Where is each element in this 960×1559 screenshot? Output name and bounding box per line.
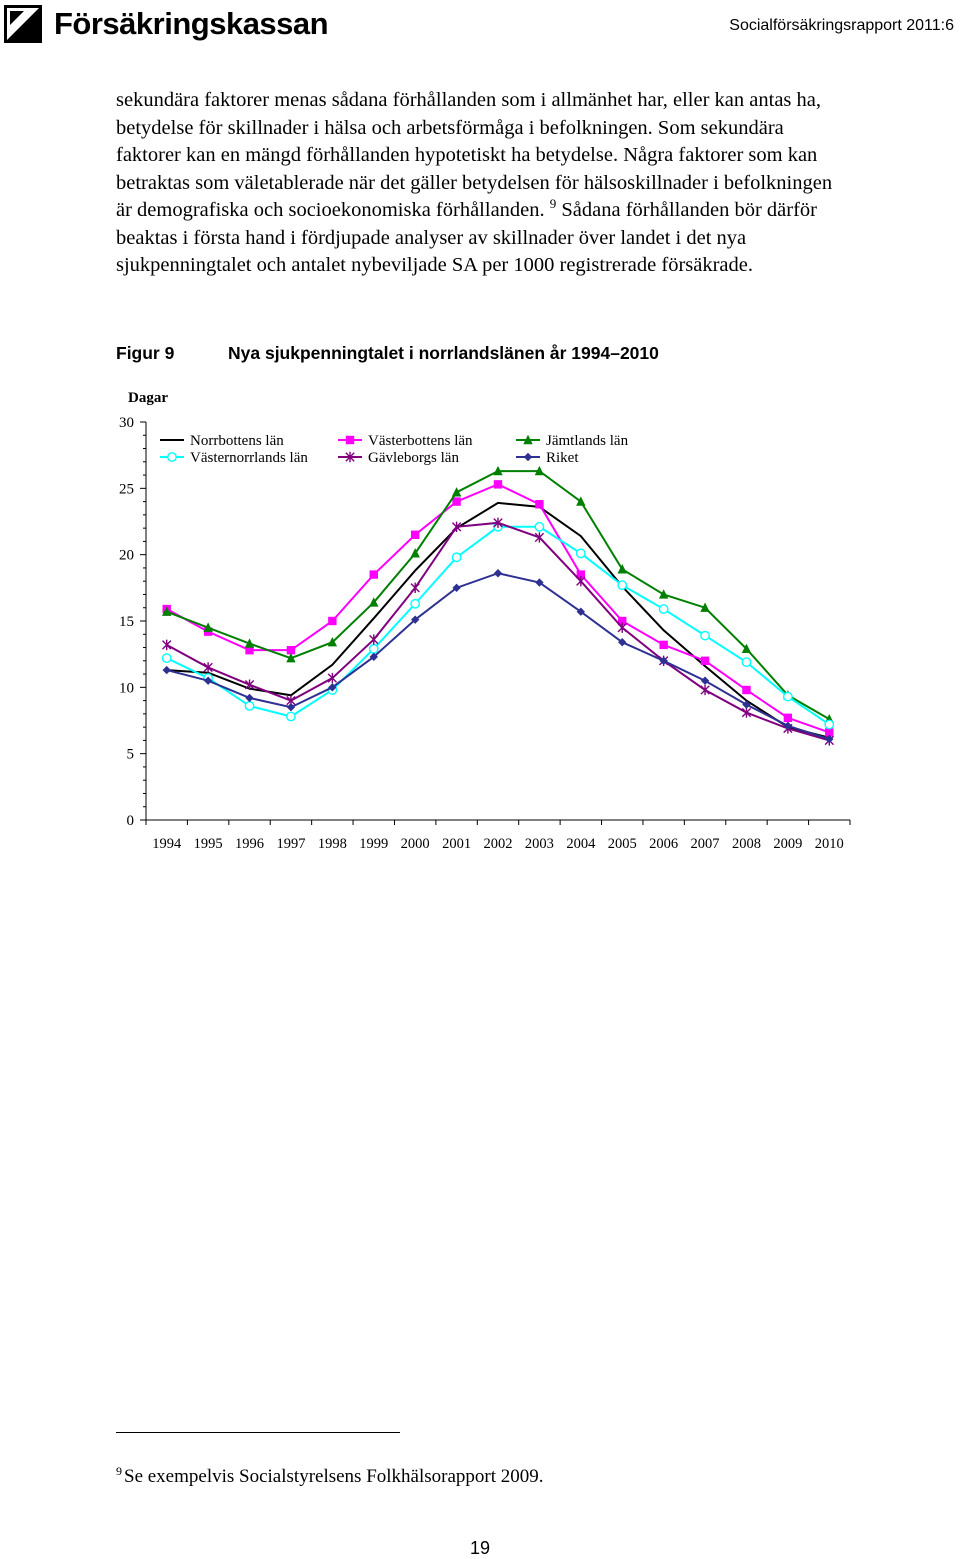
x-tick-label: 2001 — [442, 836, 472, 852]
x-tick-label: 2000 — [400, 836, 430, 852]
series-line — [167, 471, 830, 719]
legend-marker — [346, 436, 354, 444]
data-point — [577, 576, 585, 586]
data-point — [618, 581, 626, 589]
data-point — [163, 640, 171, 650]
logo-mark-icon — [4, 5, 42, 43]
x-tick-label: 2007 — [690, 836, 720, 852]
figure-caption — [116, 343, 659, 364]
y-tick-label: 10 — [119, 680, 134, 697]
x-tick-label: 1998 — [317, 836, 347, 852]
data-point — [204, 662, 212, 672]
paragraph-part-1: sekundära faktorer menas sådana förhållanden som i allmänhet har, eller kan antas ha, betydelse för skillnader i hälsa och arbetsförmåga i befolkningen. Som sekundära faktorer kan en mängd förhållanden hypotetiskt ha betydelse. Några faktorer som kan betraktas som väletablerade när det gäller betydelsen för hälsoskillnader i befolkningen är demografiska och socioekonomiska förhållanden. — [116, 89, 833, 221]
data-point — [328, 617, 336, 625]
header-logo — [4, 2, 328, 46]
data-point — [618, 622, 626, 632]
x-tick-label: 1999 — [359, 836, 389, 852]
data-point — [784, 714, 792, 722]
data-point — [163, 666, 171, 674]
data-point — [245, 694, 253, 702]
y-tick-label: 0 — [126, 813, 134, 829]
x-tick-label: 1995 — [193, 836, 223, 852]
data-point — [576, 496, 585, 505]
x-tick-label: 2008 — [731, 836, 761, 852]
x-tick-label: 1997 — [276, 836, 306, 852]
data-point — [577, 549, 585, 557]
data-point — [370, 645, 378, 653]
x-tick-label: 2005 — [607, 836, 637, 852]
legend-label: Norrbottens län — [190, 433, 284, 449]
y-tick-label: 20 — [119, 547, 134, 564]
data-point — [494, 480, 502, 488]
body-paragraph — [116, 87, 848, 280]
y-tick-label: 5 — [126, 746, 134, 763]
data-point — [701, 685, 709, 695]
data-point — [825, 720, 833, 728]
x-tick-label: 1996 — [235, 836, 265, 852]
legend-label: Gävleborgs län — [368, 450, 459, 466]
report-id: Socialförsäkringsrapport 2011:6 — [729, 17, 954, 34]
footnote — [116, 1463, 544, 1488]
x-tick-label: 2010 — [814, 836, 844, 852]
data-point — [701, 631, 709, 639]
data-point — [328, 673, 336, 683]
data-point — [370, 634, 378, 644]
data-point — [659, 605, 667, 613]
data-point — [659, 589, 668, 598]
legend-marker — [168, 453, 176, 461]
data-point — [163, 654, 171, 662]
data-point — [742, 686, 750, 694]
data-point — [452, 553, 460, 561]
data-point — [411, 531, 419, 539]
legend-label: Riket — [546, 450, 579, 466]
y-axis-label: Dagar — [128, 390, 168, 406]
footnote-number: 9 — [116, 1463, 122, 1478]
data-point — [659, 641, 667, 649]
paragraph-part-2: Sådana förhållanden bör därför beaktas i första hand i fördjupade analyser av skillnader över landet i det nya sjukpenningtalet och antalet nybeviljade SA per 1000 registrerade försäkrade. — [116, 199, 817, 276]
data-point — [742, 707, 750, 717]
figure-title: Nya sjukpenningtalet i norrlandslänen år 1994–2010 — [228, 343, 659, 363]
legend-label: Västernorrlands län — [190, 450, 308, 466]
footnote-separator — [116, 1432, 400, 1433]
data-point — [784, 692, 792, 700]
y-tick-label: 15 — [119, 614, 134, 630]
data-point — [535, 500, 543, 508]
data-point — [287, 712, 295, 720]
figure-number: Figur 9 — [116, 343, 175, 363]
page-number: 19 — [469, 1538, 491, 1558]
legend-label: Västerbottens län — [368, 433, 473, 449]
y-tick-label: 30 — [119, 415, 134, 431]
x-tick-label: 2004 — [566, 836, 596, 852]
data-point — [452, 497, 460, 505]
logo-text: Försäkringskassan — [54, 6, 329, 41]
x-tick-label: 2002 — [483, 836, 513, 852]
legend-marker — [524, 453, 532, 461]
x-tick-label: 2003 — [524, 836, 554, 852]
data-point — [535, 523, 543, 531]
footnote-reference[interactable]: 9 — [549, 196, 557, 212]
data-point — [742, 658, 750, 666]
data-point — [245, 679, 253, 689]
y-tick-label: 25 — [119, 481, 134, 498]
data-point — [452, 487, 461, 496]
footnote-text: Se exempelvis Socialstyrelsens Folkhälsorapport 2009. — [124, 1466, 544, 1487]
data-point — [370, 570, 378, 578]
data-point — [411, 600, 419, 608]
x-tick-label: 1994 — [152, 836, 182, 852]
legend-label: Jämtlands län — [546, 433, 629, 449]
data-point — [494, 569, 502, 577]
x-tick-label: 2009 — [773, 836, 803, 852]
series-line — [167, 573, 830, 739]
data-point — [411, 583, 419, 593]
x-tick-label: 2006 — [649, 836, 679, 852]
data-point — [701, 677, 709, 685]
line-chart — [100, 380, 860, 860]
data-point — [701, 657, 709, 665]
data-point — [245, 702, 253, 710]
